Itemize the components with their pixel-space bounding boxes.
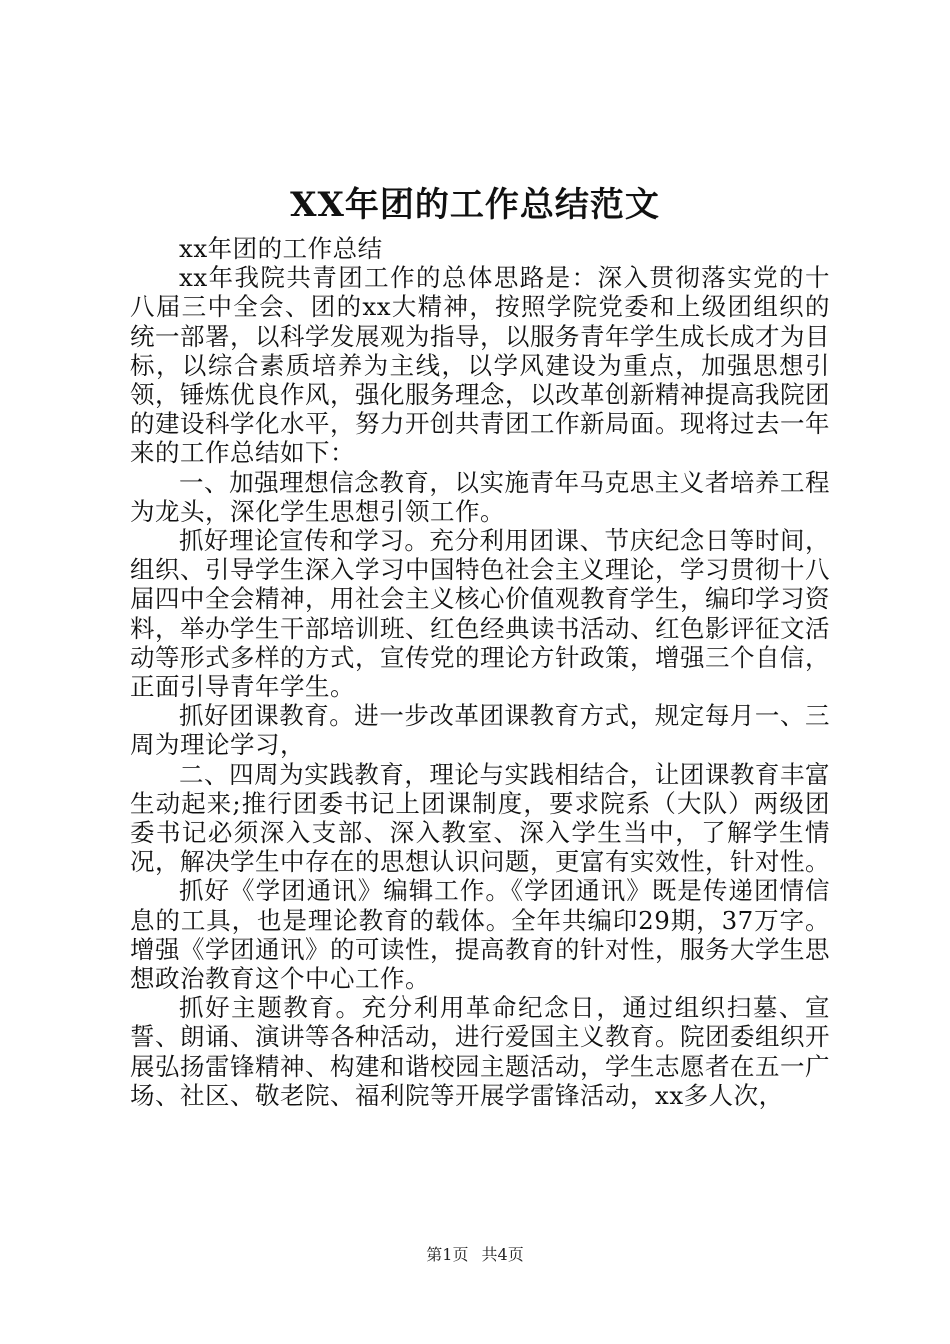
paragraph: xx年团的工作总结 (179, 234, 383, 263)
document-title: XX年团的工作总结范文 (290, 185, 660, 225)
paragraph: 抓好主题教育。充分利用革命纪念日，通过组织扫墓、宣誓、朗诵、演讲等各种活动，进行爱国主义教育。院团委组织开展弘扬雷锋精神、构建和谐校园主题活动，学生志愿者在五一广场、社区、敬老院、福利院等开展学雷锋活动，xx多人次， (130, 993, 830, 1110)
paragraph: 抓好《学团通讯》编辑工作。《学团通讯》既是传递团情信息的工具，也是理论教育的载体。全年共编印29期，37万字。增强《学团通讯》的可读性，提高教育的针对性，服务大学生思想政治教育这个中心工作。 (130, 876, 830, 994)
paragraph: 抓好理论宣传和学习。充分利用团课、节庆纪念日等时间，组织、引导学生深入学习中国特色社会主义理论，学习贯彻十八届四中全会精神，用社会主义核心价值观教育学生，编印学习资料，举办学生干部培训班、红色经典读书活动、红色影评征文活动等形式多样的方式，宣传党的理论方针政策，增强三个自信，正面引导青年学生。 (130, 526, 830, 702)
page-number: 第1页 (426, 1245, 469, 1264)
page-total: 共4页 (481, 1245, 524, 1264)
paragraph: 一、加强理想信念教育，以实施青年马克思主义者培养工程为龙头，深化学生思想引领工作。 (130, 467, 830, 526)
document-body (130, 234, 830, 1110)
paragraph: xx年我院共青团工作的总体思路是：深入贯彻落实党的十八届三中全会、团的xx大精神，按照学院党委和上级团组织的统一部署，以科学发展观为指导，以服务青年学生成长成才为目标，以综合素质培养为主线，以学风建设为重点，加强思想引领，锤炼优良作风，强化服务理念，以改革创新精神提高我院团的建设科学化水平，努力开创共青团工作新局面。现将过去一年来的工作总结如下： (130, 263, 830, 468)
page-footer (0, 1244, 950, 1266)
paragraph: 二、四周为实践教育，理论与实践相结合，让团课教育丰富生动起来;推行团委书记上团课制度，要求院系（大队）两级团委书记必须深入支部、深入教室、深入学生当中，了解学生情况，解决学生中存在的思想认识问题，更富有实效性，针对性。 (130, 759, 830, 877)
paragraph: 抓好团课教育。进一步改革团课教育方式，规定每月一、三周为理论学习， (130, 701, 830, 760)
